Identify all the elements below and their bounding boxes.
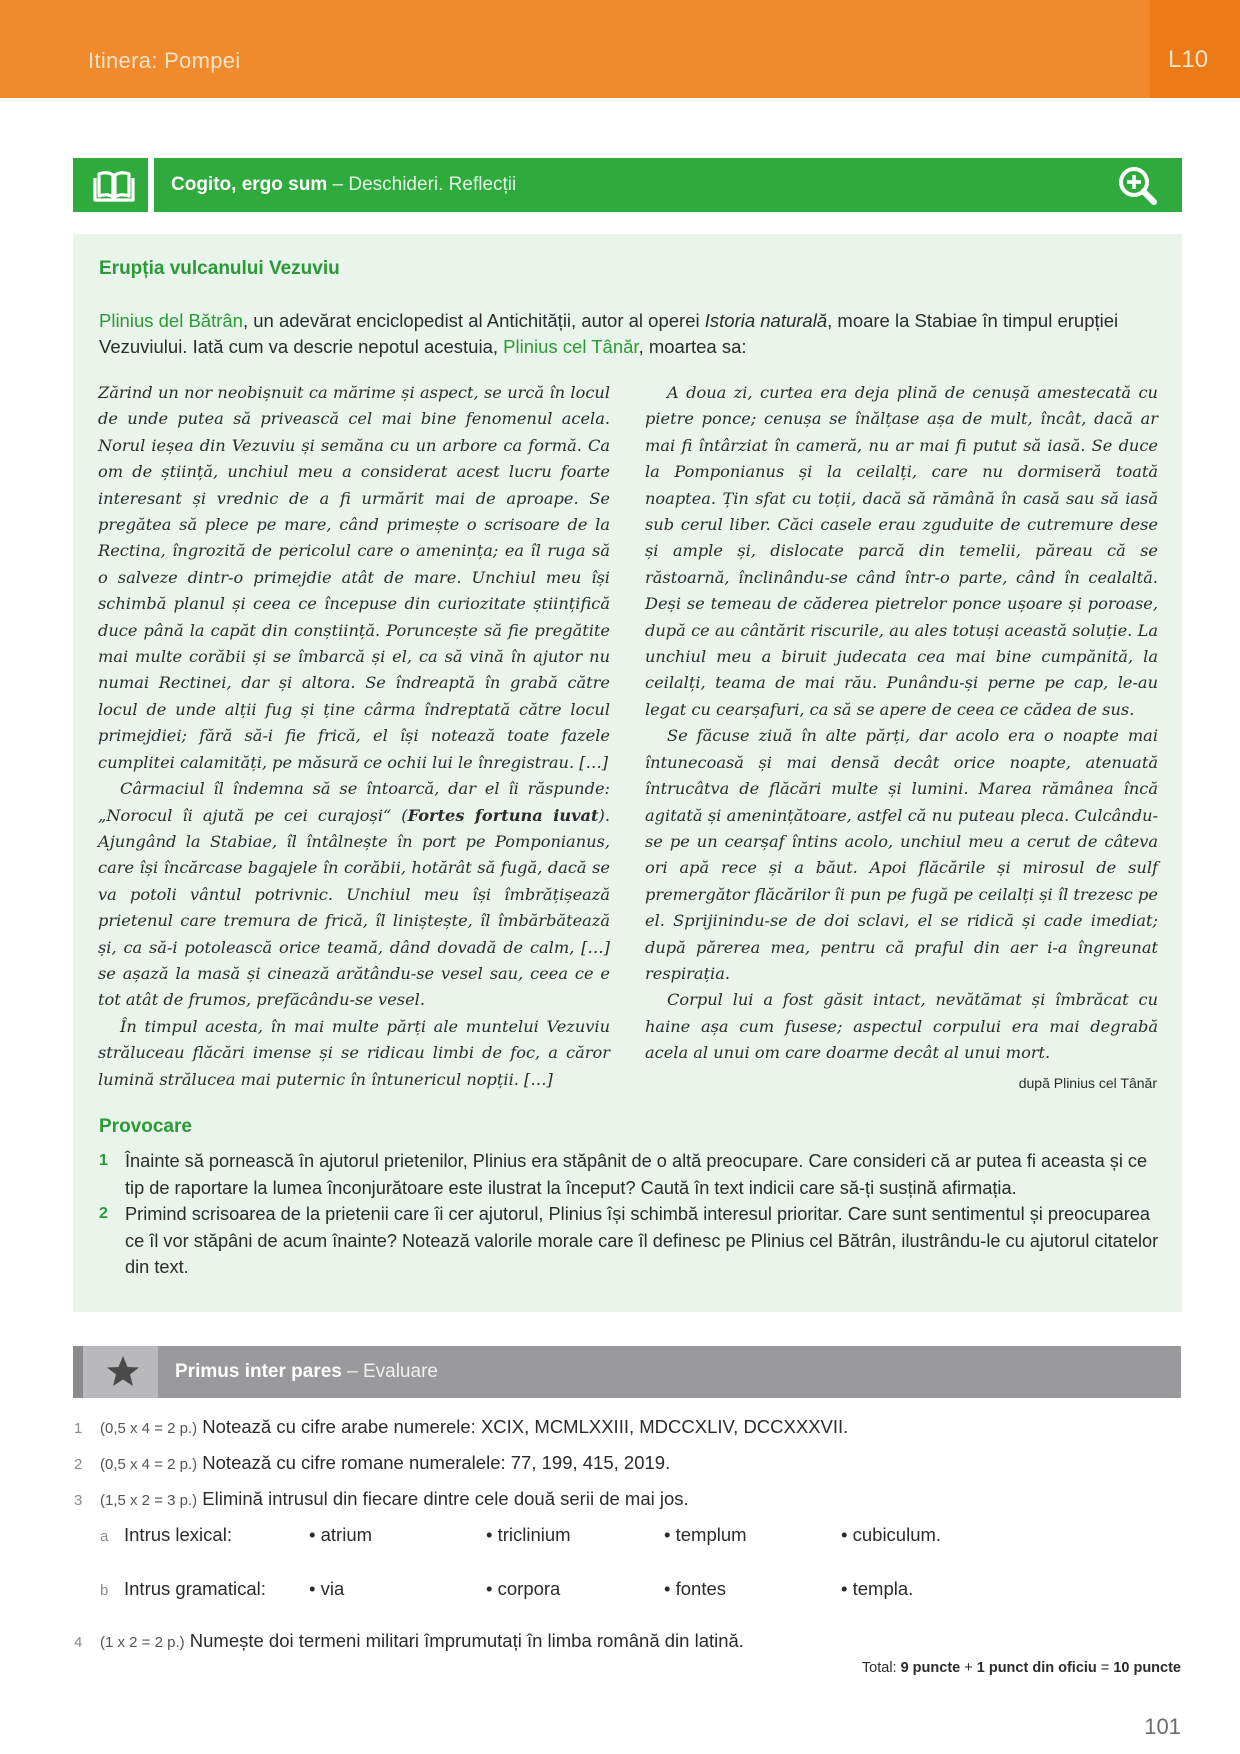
work-title: Istoria naturală (704, 310, 828, 331)
paragraph: Zărind un nor neobișnuit ca mărime și aspect, se urcă în locul de unde putea să privească cel mai bine fenomenul acela. Norul ieșea din Vezuviu și semăna cu un arbore ca formă. Ca om de știință, unchiul meu a considerat acest lucru foarte interesant și vrednic de a fi urmărit mai de aproape. Se pregătea să plece pe mare, când primește o scrisoare de la Rectina, îngrozită de pericolul care o amenința; ea îl ruga să o salveze dintr-o primejdie atât de mare. Unchiul meu își schimbă planul și ceea ce începuse din curiozitate științifică duce până la capăt din conștiință. Poruncește să fie pregătite mai multe corăbii și se îmbarcă și el, ca să vină în ajutor nu numai Rectinei, dar și altora. Se îndreaptă în grabă către locul de unde alții fug și ține cârma îndreptată către locul primejdiei; fără să-i fie frică, el își notează toate fazele cumplitei calamități, pe măsură ce ochii lui le înregistrau. […] (98, 383, 610, 772)
intro-text-1: , un adevărat enciclopedist al Antichității, autor al operei (242, 310, 705, 331)
exercise-number: 2 (74, 1456, 83, 1473)
paragraph: Se făcuse ziuă în alte părți, dar acolo era o noapte mai întunecoasă și mai densă decât orice noapte, atenuată întrucâtva de flăcări multe și lumini. Marea rămânea încă agitată și amenințătoare, astfel că nu puteau pleca. Culcându-se pe un cearșaf întins acolo, unchiul meu a cerut de câteva ori apă rece și a băut. Apoi flăcările și mirosul de sulf premergător flăcărilor îi pun pe fugă pe ceilalți și îl trezesc pe el. Sprijinindu-se de doi sclavi, el se ridică și cade imediat; după părerea mea, pentru că praful din aer i-a îngreunat respirația. (645, 726, 1158, 983)
lesson-label: L10 (1168, 46, 1209, 73)
option: • via (309, 1578, 345, 1599)
exercise-number: 4 (74, 1634, 83, 1651)
chapter-title: Itinera: Pompei (88, 48, 241, 73)
lesson-tab (1150, 0, 1240, 98)
question-text: Înainte să pornească în ajutorul prietenilor, Plinius era stăpânit de o altă preocupare. Care consideri că ar putea fi aceasta și ce tip de raportare la lumea înconjurătoare este ilustrat la început? Caută în text indicii care să-ți susțină afirmația. (125, 1151, 1148, 1198)
paragraph-text: ). Ajungând la Stabiae, îl întâlnește în port pe Pomponianus, care își încărcase bagajele în corăbii, hotărât să fugă, dacă se va potoli vântul potrivnic. Unchiul meu își îmbrățișează prietenul care tremura de frică, îl liniștește, îl îmbărbătează și, ca să-i potolească orice teamă, dând dovadă de calm, […] se așază la masă și cinează arătându-se vesel sau, ceea ce e tot atât de frumos, prefăcându-se vesel. (98, 805, 610, 1010)
total-plus: + (960, 1660, 977, 1676)
star-icon (73, 1346, 158, 1398)
total-score (862, 1660, 1181, 1676)
section-title-bold: Cogito, ergo sum (171, 174, 328, 195)
question-number: 2 (99, 1205, 108, 1222)
exercise-3 (74, 1488, 689, 1510)
zoom-plus-icon[interactable] (1116, 164, 1160, 208)
open-book-icon (73, 158, 154, 212)
paragraph: În timpul acesta, în mai multe părți ale muntelui Vezuviu străluceau flăcări imense și se ridicau limbi de foc, a căror lumină strălucea mai puternic în întunericul nopții. […] (98, 1016, 610, 1089)
subitem-label: Intrus gramatical: (124, 1578, 266, 1599)
paragraph (98, 776, 610, 1014)
exercise-number: 1 (74, 1420, 83, 1437)
question-item (99, 1148, 1159, 1201)
text-column-left (98, 380, 610, 1093)
exercise-text: Numește doi termeni militari împrumutați în limba română din latină. (184, 1630, 744, 1651)
text-column-right (645, 380, 1158, 1067)
exercise-4 (74, 1630, 744, 1652)
option: • atrium (309, 1524, 373, 1545)
page-number: 101 (1144, 1714, 1181, 1739)
option: • triclinium (486, 1524, 571, 1545)
latin-quote: Fortes fortuna iuvat (407, 805, 599, 825)
exercise-2 (74, 1452, 670, 1474)
intro-text-3: , moartea sa: (638, 336, 747, 357)
exercise-points: (0,5 x 4 = 2 p.) (100, 1420, 198, 1437)
question-text: Primind scrisoarea de la prietenii care îi cer ajutorul, Plinius își schimbă interesul prioritar. Care sunt sentimentul și preocuparea ce îl vor stăpâni de acum înainte? Notează valorile morale care îl definesc pe Plinius cel Bătrân, ilustrându-le cu ajutorul citatelor din text. (125, 1204, 1159, 1277)
author-name-younger: Plinius cel Tânăr (503, 336, 639, 357)
section-title-bold: Primus inter pares (175, 1361, 342, 1382)
exercise-points: (1,5 x 2 = 3 p.) (100, 1492, 198, 1509)
text-source: după Plinius cel Tânăr (1018, 1075, 1157, 1091)
option: • templa. (841, 1578, 914, 1599)
exercise-points: (1 x 2 = 2 p.) (100, 1634, 185, 1651)
exercise-1 (74, 1416, 848, 1438)
question-item (99, 1201, 1159, 1281)
option: • cubiculum. (841, 1524, 942, 1545)
article-intro (99, 308, 1159, 360)
exercise-points: (0,5 x 4 = 2 p.) (100, 1456, 198, 1473)
top-header-bar (0, 0, 1240, 98)
option: • corpora (486, 1578, 561, 1599)
paragraph: A doua zi, curtea era deja plină de cenușă amestecată cu pietre ponce; cenușa se înălțase așa de mult, încât, dacă ar mai fi întârziat în cameră, nu ar mai fi putut să iasă. Se duce la Pomponianus și la ceilalți, care nu dormiseră toată noaptea. Țin sfat cu toții, dacă să rămână în casă sau să iasă sub cerul liber. Căci casele erau zguduite de cutremure dese și ample și, dislocate parcă din temelii, păreau că se răstoarnă, înclinându-se când într-o parte, când în cealaltă. Deși se temeau de căderea pietrelor ponce ușoare și poroase, după ce au cântărit riscurile, au ales totuși această soluție. La unchiul meu a biruit judecata cea mai bine cumpănită, la ceilalți, teama de mai rău. Punându-și perne pe cap, le-au legat cu cearșafuri, ca să se apere de ceea ce cădea de sus. (645, 383, 1158, 719)
exercise-text: Elimină intrusul din fiecare dintre cele două serii de mai jos. (197, 1488, 689, 1509)
section-header-evaluare (73, 1346, 1181, 1398)
provocare-heading: Provocare (99, 1116, 192, 1137)
total-label: Total: (861, 1660, 901, 1676)
subitem-letter: a (100, 1528, 109, 1545)
section-title (175, 1361, 438, 1383)
option: • templum (664, 1524, 747, 1545)
section-header-cogito (73, 158, 1182, 212)
author-name-elder: Plinius del Bătrân (99, 310, 243, 331)
total-sum: 10 puncte (1113, 1660, 1181, 1676)
total-bonus: 1 punct din oficiu (976, 1660, 1097, 1676)
section-title (171, 174, 516, 196)
total-equals: = (1096, 1660, 1114, 1676)
question-list (99, 1148, 1159, 1281)
section-title-light: – Deschideri. Reflecții (327, 174, 517, 195)
total-points: 9 puncte (900, 1660, 961, 1676)
article-heading: Erupția vulcanului Vezuviu (99, 258, 340, 279)
exercise-number: 3 (74, 1492, 83, 1509)
subitem-letter: b (100, 1582, 109, 1599)
section-title-light: – Evaluare (341, 1361, 438, 1382)
subitem-label: Intrus lexical: (124, 1524, 232, 1545)
exercise-text: Notează cu cifre romane numeralele: 77, 199, 415, 2019. (197, 1452, 671, 1473)
option: • fontes (664, 1578, 727, 1599)
intro-text-2: , moare la Stabiae în timpul erupției Vezuviului. Iată cum va descrie nepotul acestuia, (99, 310, 1119, 357)
exercise-text: Notează cu cifre arabe numerele: XCIX, MCMLXXIII, MDCCXLIV, DCCXXXVII. (197, 1416, 849, 1437)
paragraph: Corpul lui a fost găsit intact, nevătămat și îmbrăcat cu haine așa cum fusese; aspectul corpului era mai degrabă acela al unui om care doarme decât al unui mort. (645, 990, 1158, 1063)
paragraph-text: Cârmaciul îl îndemna să se întoarcă, dar el îi răspunde: „Norocul îi ajută pe cei curajoși“ ( (98, 779, 610, 825)
question-number: 1 (99, 1152, 108, 1169)
